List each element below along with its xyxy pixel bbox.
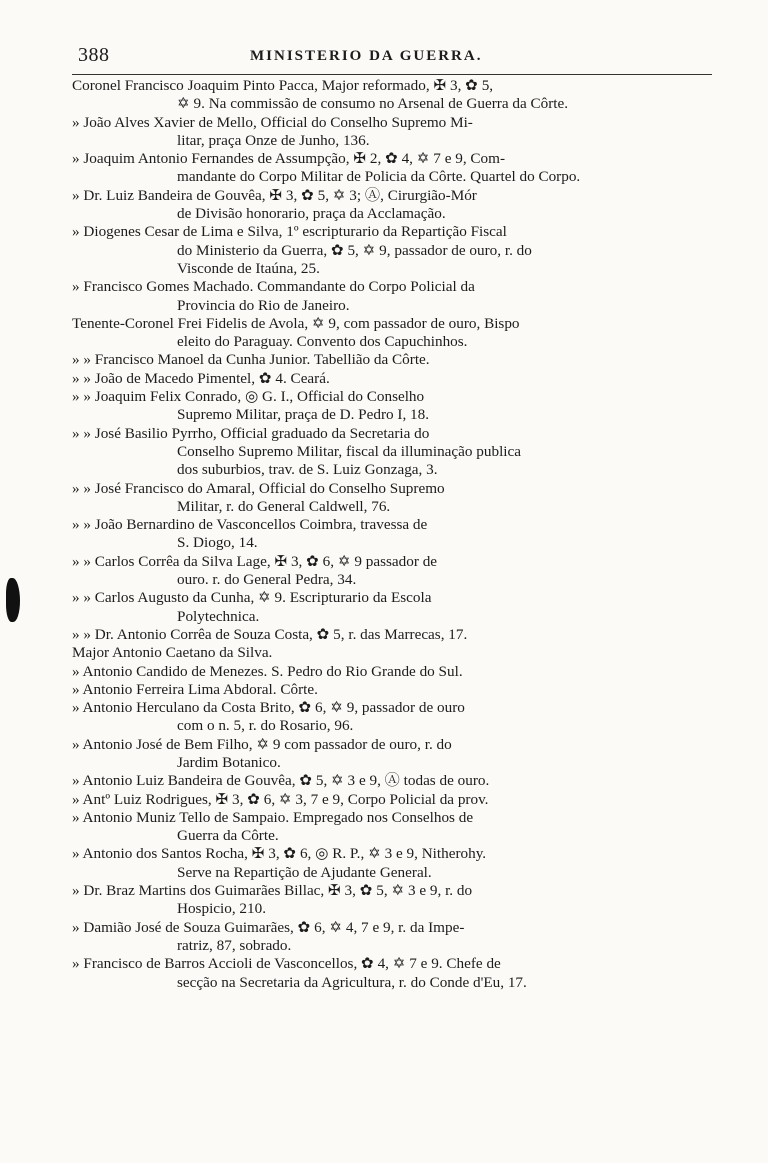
entry-first-line: » Damião José de Souza Guimarães, ✿ 6, ✡ 4, 7 e 9, r. da Impe-	[72, 918, 465, 936]
entry-first-line: » Antonio dos Santos Rocha, ✠ 3, ✿ 6, ◎ R. P., ✡ 3 e 9, Nitherohy.	[72, 845, 487, 863]
entry-first-line: » » José Francisco do Amaral, Official do Conselho Supremo	[72, 479, 445, 497]
entry-continuation-line: Supremo Militar, praça de D. Pedro I, 18.	[177, 406, 430, 424]
entry-continuation-line: ouro. r. do General Pedra, 34.	[177, 571, 357, 589]
directory-entry	[72, 278, 712, 315]
entry-first-line: » » João Bernardino de Vasconcellos Coimbra, travessa de	[72, 516, 428, 534]
header-rule	[72, 74, 712, 75]
directory-entry	[72, 223, 712, 278]
directory-entry	[72, 150, 712, 187]
directory-entry	[72, 791, 712, 809]
entry-first-line: » Francisco de Barros Accioli de Vasconcellos, ✿ 4, ✡ 7 e 9. Chefe de	[72, 955, 501, 973]
entry-first-line: » Antonio Muniz Tello de Sampaio. Empregado nos Conselhos de	[72, 808, 474, 826]
entry-first-line: » Antº Luiz Rodrigues, ✠ 3, ✿ 6, ✡ 3, 7 e 9, Corpo Policial da prov.	[72, 790, 489, 808]
entry-continuation-line: dos suburbios, trav. de S. Luiz Gonzaga, 3.	[177, 461, 438, 479]
entry-first-line: » Antonio Candido de Menezes. S. Pedro do Rio Grande do Sul.	[72, 662, 463, 680]
directory-entry	[72, 388, 712, 425]
entry-first-line: Major Antonio Caetano da Silva.	[72, 644, 273, 662]
entry-continuation-line: Conselho Supremo Militar, fiscal da illuminação publica	[177, 442, 521, 460]
entry-continuation-line: litar, praça Onze de Junho, 136.	[177, 131, 370, 149]
directory-entry	[72, 772, 712, 790]
entry-first-line: » Antonio José de Bem Filho, ✡ 9 com passador de ouro, r. do	[72, 735, 452, 753]
directory-entry	[72, 77, 712, 114]
entry-first-line: » Francisco Gomes Machado. Commandante do Corpo Policial da	[72, 278, 475, 296]
directory-entry	[72, 681, 712, 699]
directory-entry	[72, 882, 712, 919]
directory-entry	[72, 187, 712, 224]
entry-first-line: » » Joaquim Felix Conrado, ◎ G. I., Official do Conselho	[72, 388, 425, 406]
directory-entry	[72, 736, 712, 773]
directory-entry	[72, 425, 712, 480]
entry-first-line: » Dr. Braz Martins dos Guimarães Billac, ✠ 3, ✿ 5, ✡ 3 e 9, r. do	[72, 882, 473, 900]
directory-entry	[72, 955, 712, 992]
entry-first-line: » Antonio Herculano da Costa Brito, ✿ 6, ✡ 9, passador de ouro	[72, 699, 465, 717]
directory-entry	[72, 663, 712, 681]
entry-continuation-line: Visconde de Itaúna, 25.	[177, 259, 320, 277]
entry-first-line: » » Dr. Antonio Corrêa de Souza Costa, ✿ 5, r. das Marrecas, 17.	[72, 625, 468, 643]
directory-entry	[72, 370, 712, 388]
entry-continuation-line: ratriz, 87, sobrado.	[177, 936, 292, 954]
entry-first-line: » Antonio Ferreira Lima Abdoral. Côrte.	[72, 680, 318, 698]
entry-first-line: Tenente-Coronel Frei Fidelis de Avola, ✡ 9, com passador de ouro, Bispo	[72, 314, 520, 332]
entry-continuation-line: Hospicio, 210.	[177, 900, 267, 918]
directory-entry	[72, 553, 712, 590]
entry-continuation-line: de Divisão honorario, praça da Acclamação.	[177, 205, 446, 223]
entry-first-line: » » Carlos Augusto da Cunha, ✡ 9. Escripturario da Escola	[72, 589, 432, 607]
entry-first-line: » Antonio Luiz Bandeira de Gouvêa, ✿ 5, ✡ 3 e 9, Ⓐ todas de ouro.	[72, 772, 490, 790]
directory-entry	[72, 351, 712, 369]
page-header	[72, 44, 712, 72]
entry-continuation-line: S. Diogo, 14.	[177, 534, 258, 552]
entry-continuation-line: Guerra da Côrte.	[177, 827, 279, 845]
entry-list	[72, 77, 712, 992]
entry-first-line: » Joaquim Antonio Fernandes de Assumpção, ✠ 2, ✿ 4, ✡ 7 e 9, Com-	[72, 150, 506, 168]
ink-blot	[6, 578, 20, 622]
entry-continuation-line: Provincia do Rio de Janeiro.	[177, 296, 350, 314]
entry-continuation-line: Polytechnica.	[177, 607, 260, 625]
entry-first-line: » Dr. Luiz Bandeira de Gouvêa, ✠ 3, ✿ 5, ✡ 3; Ⓐ, Cirurgião-Mór	[72, 186, 477, 204]
entry-first-line: » João Alves Xavier de Mello, Official do Conselho Supremo Mi-	[72, 113, 473, 131]
entry-continuation-line: Serve na Repartição de Ajudante General.	[177, 863, 432, 881]
entry-continuation-line: mandante do Corpo Militar de Policia da Côrte. Quartel do Corpo.	[177, 168, 581, 186]
entry-first-line: » Diogenes Cesar de Lima e Silva, 1º escripturario da Repartição Fiscal	[72, 223, 507, 241]
entry-first-line: » » Carlos Corrêa da Silva Lage, ✠ 3, ✿ 6, ✡ 9 passador de	[72, 552, 438, 570]
running-title: MINISTERIO DA GUERRA.	[250, 48, 483, 64]
directory-entry	[72, 644, 712, 662]
entry-continuation-line: eleito do Paraguay. Convento dos Capuchinhos.	[177, 333, 468, 351]
directory-entry	[72, 114, 712, 151]
directory-entry	[72, 589, 712, 626]
directory-entry	[72, 315, 712, 352]
directory-entry	[72, 516, 712, 553]
entry-first-line: Coronel Francisco Joaquim Pinto Pacca, Major reformado, ✠ 3, ✿ 5,	[72, 77, 494, 94]
entry-continuation-line: do Ministerio da Guerra, ✿ 5, ✡ 9, passador de ouro, r. do	[177, 241, 532, 259]
page-number: 388	[78, 44, 110, 66]
directory-entry	[72, 480, 712, 517]
entry-continuation-line: Militar, r. do General Caldwell, 76.	[177, 497, 391, 515]
directory-entry	[72, 626, 712, 644]
entry-first-line: » » João de Macedo Pimentel, ✿ 4. Ceará.	[72, 369, 330, 387]
entry-continuation-line: Jardim Botanico.	[177, 753, 281, 771]
directory-entry	[72, 699, 712, 736]
entry-first-line: » » José Basilio Pyrrho, Official graduado da Secretaria do	[72, 424, 430, 442]
directory-entry	[72, 845, 712, 882]
directory-entry	[72, 919, 712, 956]
entry-continuation-line: ✡ 9. Na commissão de consumo no Arsenal de Guerra da Côrte.	[177, 95, 569, 113]
entry-first-line: » » Francisco Manoel da Cunha Junior. Tabellião da Côrte.	[72, 351, 430, 369]
directory-entry	[72, 809, 712, 846]
entry-continuation-line: com o n. 5, r. do Rosario, 96.	[177, 717, 354, 735]
entry-continuation-line: secção na Secretaria da Agricultura, r. do Conde d'Eu, 17.	[177, 973, 527, 991]
